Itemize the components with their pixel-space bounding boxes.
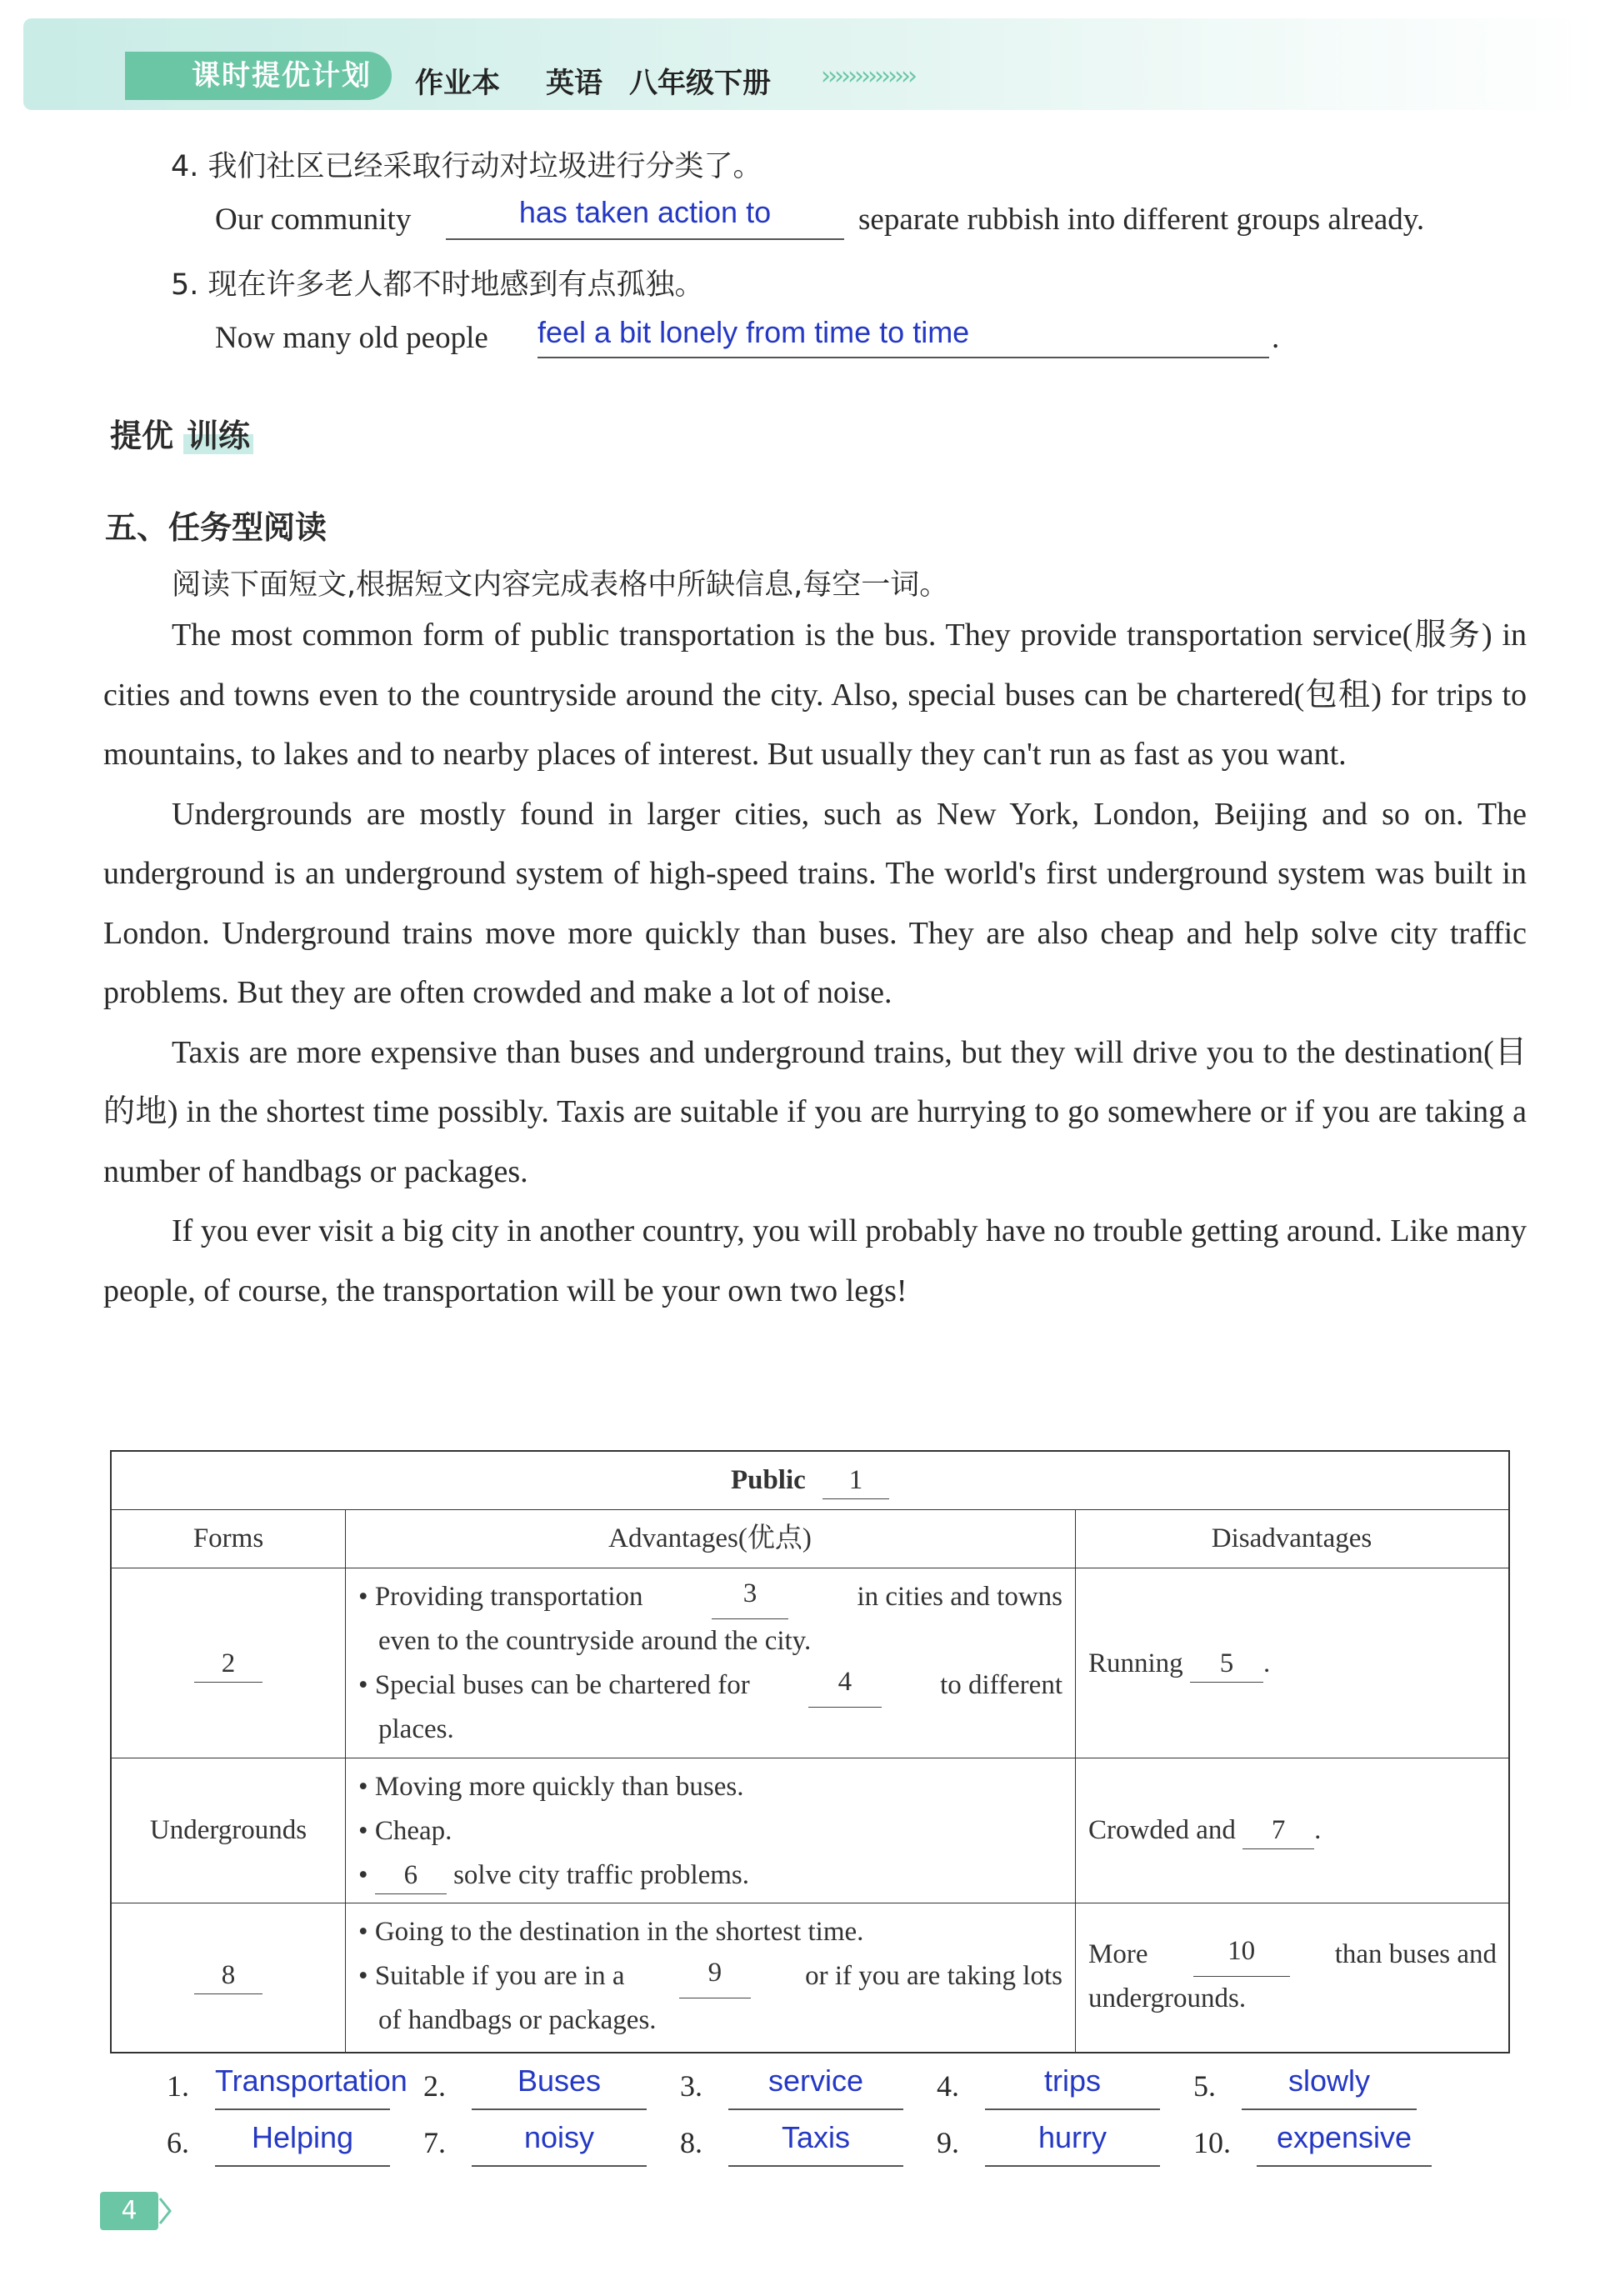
answer-blank[interactable] [215, 2165, 390, 2167]
answer-number: 1. [167, 2069, 189, 2103]
section-title: 五、任务型阅读 [105, 509, 328, 546]
answer-number: 8. [680, 2126, 702, 2159]
answer-number: 2. [423, 2069, 446, 2103]
form-undergrounds: Undergrounds [149, 1815, 308, 1845]
page-number: 4 [100, 2192, 158, 2230]
answer-text: trips [1043, 2063, 1101, 2098]
answer-blank[interactable] [1242, 2108, 1417, 2110]
grade: 八年级下册 [629, 67, 771, 100]
row3-disadvantages: More 10 than buses and undergrounds. [1088, 1933, 1497, 2021]
q4-chinese: 4. 我们社区已经采取行动对垃圾进行分类了。 [171, 150, 762, 183]
row2-advantages: • Moving more quickly than buses. • Cheap. • 6 solve city traffic problems. [358, 1765, 1062, 1898]
header-advantages: Advantages(优点) [608, 1523, 812, 1553]
answer-number: 5. [1193, 2069, 1216, 2103]
paragraph-4: If you ever visit a big city in another country, you will probably have no trouble getting around. Like many people, of course, the transportation will be your own two legs! [103, 1213, 1527, 1308]
answer-blank[interactable] [728, 2165, 903, 2167]
table-header-row [112, 1510, 1508, 1568]
answer-number: 9. [937, 2126, 959, 2159]
answer-number: 7. [423, 2126, 446, 2159]
answer-number: 6. [167, 2126, 189, 2159]
row1-disadvantages: Running 5 . [1088, 1642, 1270, 1686]
blank-6[interactable]: 6 [375, 1857, 447, 1894]
answer-text: hurry [1038, 2120, 1108, 2154]
paragraph-2: Undergrounds are mostly found in larger cities, such as New York, London, Beijing and so on. The underground is an underground system of high-speed trains. The world's first underground system was built in London. Underground trains move more quickly than buses. They are also cheap and help solve city traffic problems. But they are often crowded and make a lot of noise. [103, 796, 1527, 1010]
answer-number: 4. [937, 2069, 959, 2103]
answer-number: 3. [680, 2069, 702, 2103]
training-title: 提优 训练 [110, 410, 253, 456]
table-row-taxis [112, 1903, 1508, 2052]
header-forms: Forms [192, 1523, 264, 1553]
q4-before: Our community [215, 203, 412, 237]
paragraph-1: The most common form of public transportation is the bus. They provide transportation service(服务) in cities and towns even to the countryside around the city. Also, special buses can be chartered(包租) for trips to mountains, to lakes and to nearby places of interest. But usually they can't run as fast as you want. [103, 618, 1527, 772]
brand-label: 课时提优计划 [125, 52, 392, 100]
q5-after: . [1272, 321, 1280, 355]
q4-blank[interactable] [446, 238, 844, 240]
answer-blank[interactable] [472, 2165, 647, 2167]
answer-text: service [768, 2063, 864, 2098]
q4-after: separate rubbish into different groups already. [858, 203, 1425, 237]
blank-8[interactable]: 8 [194, 1957, 262, 1994]
subject: 英语 [546, 67, 602, 100]
blank-4[interactable]: 4 [808, 1663, 882, 1708]
q4-answer: has taken action to [518, 195, 772, 229]
instruction: 阅读下面短文,根据短文内容完成表格中所缺信息,每空一词。 [172, 568, 949, 602]
blank-7[interactable]: 7 [1242, 1812, 1314, 1849]
book-type: 作业本 [415, 67, 500, 100]
answer-text: Buses [517, 2063, 602, 2098]
answer-number: 10. [1193, 2126, 1231, 2159]
answer-text: expensive [1276, 2120, 1412, 2154]
blank-5[interactable]: 5 [1190, 1645, 1263, 1683]
blank-1[interactable]: 1 [822, 1462, 889, 1499]
blank-3[interactable]: 3 [712, 1575, 788, 1619]
reading-passage [103, 606, 1527, 1321]
blank-9[interactable]: 9 [679, 1954, 751, 1998]
row3-advantages: • Going to the destination in the shortest time. • Suitable if you are in a 9 or if you are taking lots of handbags or packages. [358, 1917, 1062, 2035]
answer-blank[interactable] [985, 2108, 1160, 2110]
answer-blank[interactable] [215, 2108, 390, 2110]
chevron-decoration-icon: ›››››››››››››› [821, 62, 914, 91]
table-title: Public [730, 1465, 806, 1495]
q5-answer: feel a bit lonely from time to time [538, 315, 970, 349]
table-title-row [112, 1452, 1508, 1510]
page-chevron-icon [158, 2197, 172, 2225]
answer-text: Transportation [215, 2063, 408, 2098]
table-row-undergrounds [112, 1758, 1508, 1903]
blank-10[interactable]: 10 [1193, 1933, 1290, 1977]
row2-disadvantages: Crowded and 7 . [1088, 1808, 1321, 1853]
row1-advantages: • Providing transportation 3 in cities and towns even to the countryside around the city. • Special buses can be chartered for 4 to different places. [358, 1575, 1062, 1752]
header-disadvantages: Disadvantages [1211, 1523, 1372, 1553]
answer-blank[interactable] [728, 2108, 903, 2110]
answer-blank[interactable] [985, 2165, 1160, 2167]
q5-blank[interactable] [538, 357, 1269, 358]
answer-text: Taxis [781, 2120, 851, 2154]
q5-before: Now many old people [215, 321, 488, 355]
paragraph-3: Taxis are more expensive than buses and underground trains, but they will drive you to the destination(目的地) in the shortest time possibly. Taxis are suitable if you are hurrying to go somewhere or if you are taking a number of handbags or packages. [103, 1034, 1527, 1189]
answer-blank[interactable] [1257, 2165, 1432, 2167]
reading-table [110, 1450, 1510, 2053]
answer-text: slowly [1288, 2063, 1370, 2098]
table-row-buses [112, 1568, 1508, 1758]
answer-blank[interactable] [472, 2108, 647, 2110]
q5-chinese: 5. 现在许多老人都不时地感到有点孤独。 [171, 268, 704, 302]
answer-text: Helping [251, 2120, 354, 2154]
blank-2[interactable]: 2 [194, 1645, 262, 1683]
answer-text: noisy [523, 2120, 595, 2154]
